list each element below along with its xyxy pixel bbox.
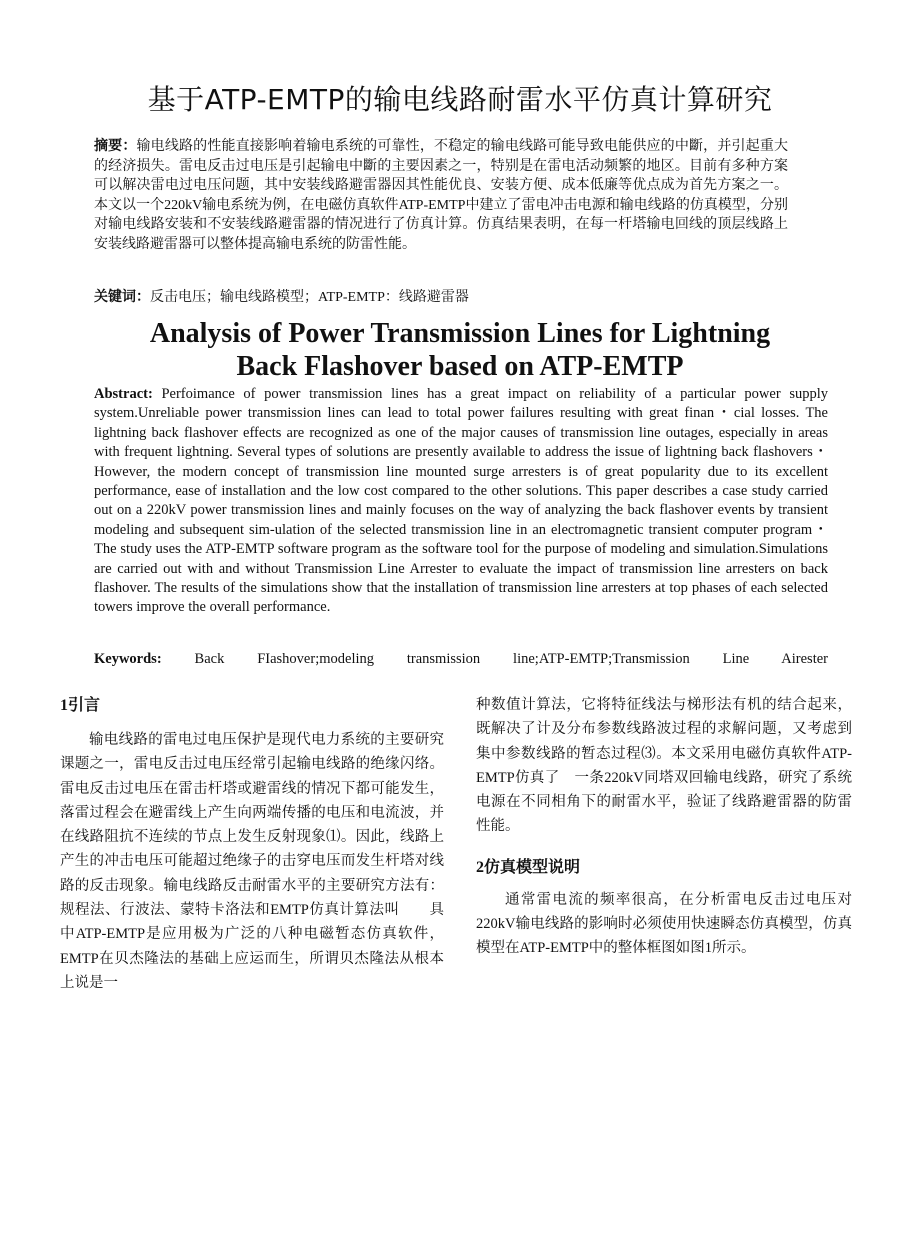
chinese-keywords-text: 反击电压；输电线路模型；ATP-EMTP：线路避雷器 xyxy=(150,290,469,305)
section-title-model: 仿真模型说明 xyxy=(484,856,581,876)
english-abstract-label: Abstract: xyxy=(94,386,153,402)
english-abstract-text: Perfoimance of power transmission lines has a great impact on reliability of a particular power supply system.Unreliable power transmission lines can lead to total power failures resulting with great finan・cial losses. The lightning back flashover effects are recognized as one of the major causes of transmission line outages, especially in areas with frequent lightning. Several types of solutions are presently available to address the issue of lightning back flashovers・However, the modern concept of transmission line mounted surge arresters is of great popularity due to its excellent performance, ease of installation and the low cost compared to the other solutions. This paper describes a case study carried out on a 220kV power transmission lines and mainly focuses on the way of analyzing the back flashover events by transient modeling and subsequent sim-ulation of the selected transmission line in an electromagnetic transient computer program・The study uses the ATP-EMTP software program as the software tool for the purpose of modeling and simulation.Simulations are carried out with and without Transmission Line Arrester to evaluate the impact of transmission line arresters on back flashover. The results of the simulations show that the installation of transmission line arresters at top phases of each selected towers improve the overall performance. xyxy=(94,386,828,616)
left-column xyxy=(60,693,444,995)
chinese-keywords-label: 关键词： xyxy=(94,289,150,305)
chinese-keywords xyxy=(94,287,788,308)
english-title-line1: Analysis of Power Transmission Lines for Lightning xyxy=(149,318,771,349)
section-number-model: 2 xyxy=(476,858,484,876)
english-keywords-label: Keywords: xyxy=(94,651,162,667)
chinese-abstract xyxy=(94,137,788,254)
english-keywords-text: Back FIashover;modeling transmission line;ATP-EMTP;Transmission Line Airester xyxy=(161,651,828,667)
model-paragraph-1: 通常雷电流的频率很高，在分析雷电反击过电压对220kV输电线路的影响时必须使用快速瞬态仿真模型，仿真模型在ATP-EMTP中的整体框图如图1所示。 xyxy=(476,891,852,957)
section-title-intro: 引言 xyxy=(68,695,101,714)
intro-paragraph-2: 种数值计算法，它将特征线法与梯形法有机的结合起来，既解决了计及分布参数线路波过程的求解问题，又考虑到集中参数线路的暂态过程⑶。本文采用电磁仿真软件ATP-EMTP仿真了 一条220kV同塔双回输电线路，研究了系统电源在不同相角下的耐雷水平，验证了线路避雷器的防雷性能。 xyxy=(476,697,852,835)
english-title xyxy=(60,317,860,383)
chinese-abstract-text: 输电线路的性能直接影响着输电系统的可靠性，不稳定的输电线路可能导致电能供应的中斷，并引起重大的经济损失。雷电反击过电压是引起输电中斷的主要因素之一，特别是在雷电活动频繁的地区。目前有多种方案可以解决雷电过电压问题，其中安装线路避雷器因其性能优良、安装方便、成本低廉等优点成为首先方案之一。本文以一个220kV输电系统为例，在电磁仿真软件ATP-EMTP中建立了雷电冲击电源和输电线路的仿真模型，分别对输电线路安装和不安装线路避雷器的情况进行了仿真计算。仿真结果表明，在每一杆塔输电回线的顶层线路上安装线路避雷器可以整体提高输电系统的防雷性能。 xyxy=(94,139,788,252)
intro-paragraph-1: 输电线路的雷电过电压保护是现代电力系统的主要研究课题之一，雷电反击过电压经常引起输电线路的绝缘闪络。雷电反击过电压在雷击杆塔或避雷线的情况下都可能发生，落雷过程会在避雷线上产生向两端传播的电压和电流波，并在线路阻抗不连续的节点上发生反射现象⑴。因此，线路上产生的冲击电压可能超过绝缘子的击穿电压而发生杆塔对线路的反击现象。输电线路反击耐雷水平的主要研究方法有：规程法、行波法、蒙特卡洛法和EMTP仿真计算法叫 具中ATP-EMTP是应用极为广泛的八种电磁暂态仿真软件，EMTP在贝杰隆法的基础上应运而生，所谓贝杰隆法从根本上说是一 xyxy=(60,732,444,991)
english-keywords xyxy=(94,649,828,669)
right-column xyxy=(476,693,852,961)
section-heading-intro xyxy=(60,693,444,718)
section-heading-model xyxy=(476,855,852,880)
section-number-intro: 1 xyxy=(60,697,68,714)
english-abstract xyxy=(94,385,828,618)
english-title-line2: Back Flashover based on ATP-EMTP xyxy=(236,351,684,382)
chinese-abstract-label: 摘要： xyxy=(94,138,137,154)
chinese-title: 基于ATP-EMTP的输电线路耐雷水平仿真计算研究 xyxy=(147,83,773,116)
